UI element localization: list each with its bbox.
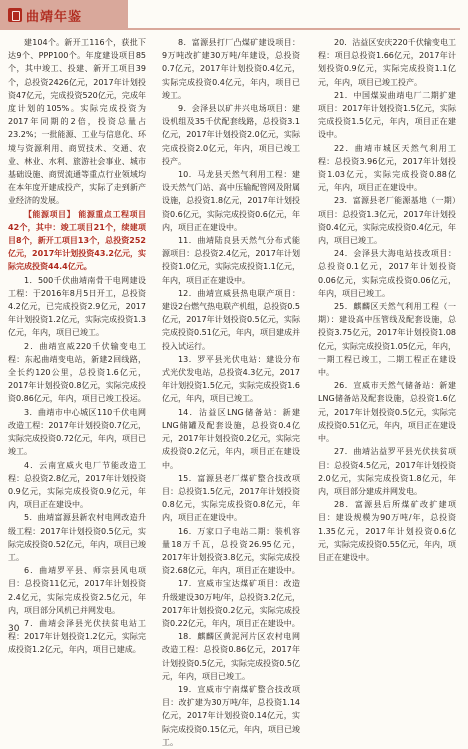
text-column-middle — [162, 36, 300, 747]
paragraph: 21．中国煤炭曲靖电厂二期扩建项目：2017年计划投资1.5亿元，实际完成投资1.5亿元，年内，项目正在建设中。 — [318, 90, 456, 140]
paragraph: 18．麒麟区黄泥河片区农村电网改造工程：总投资0.86亿元，2017年计划投资0.5亿元，实际完成投资0.5亿元，年内，项目已竣工。 — [162, 632, 300, 681]
paragraph: 4．云南宣威火电厂节能改造工程：总投资2.8亿元，2017年计划投资0.9亿元，实际完成投资0.9亿元，年内，项目正在建设中。 — [8, 460, 146, 510]
paragraph: 23．富源县老厂能源基地（一期）项目：总投资1.3亿元，2017年计划投资0.4亿元，实际完成投资0.4亿元，年内，项目已竣工。 — [318, 196, 456, 246]
paragraph: 12．曲靖宣威县热电联产项目：建设2台燃气热电联产机组，总投资0.5亿元，2017年计划投资0.5亿元，实际完成投资0.51亿元，年内，项目建成并投入试运行。 — [162, 288, 300, 351]
paragraph: 25．麒麟区天然气利用工程（一期）：建设高中压管线及配套设施，总投资3.75亿元，2017年计划投资1.08亿元，实际完成投资1.05亿元，年内，一期工程已竣工，二期工程正在建设中。 — [318, 302, 456, 378]
yearbook-title: 曲靖年鉴 — [26, 9, 83, 25]
paragraph: 17．宣威市宝达煤矿项目：改造升级建设30万吨/年，总投资3.2亿元，2017年计划投资0.2亿元，实际完成投资0.22亿元，年内，项目正在建设中。 — [162, 579, 300, 628]
paragraph: 27．曲靖沾益罗平县光伏扶贫项目：总投资4.5亿元，2017年计划投资2.0亿元，实际完成投资1.8亿元，年内，项目部分建成并网发电。 — [318, 447, 456, 496]
paragraph: 8．富源县打厂凸煤矿建设项目：9万吨改扩建30万吨/年建设，总投资0.7亿元，2017年计划投资0.4亿元，实际完成投资0.4亿元，年内，项目已竣工。 — [162, 38, 300, 100]
paragraph: 7．曲靖会泽县光伏扶贫电站工程：2017年计划投资1.2亿元，实际完成投资1.2亿元，年内，项目已建成。 — [8, 618, 146, 655]
paragraph: 1．500千伏曲靖南骨干电网建设工程：于2016年8月5日开工，总投资4.2亿元，已完成投资2.9亿元，2017年计划投资1.2亿元，实际完成投资1.3亿元，年内，项目已竣工。 — [8, 275, 146, 338]
paragraph: 3．曲靖市中心城区110千伏电网改造工程：2017年计划投资0.7亿元，实际完成投资0.72亿元，年内，项目已竣工。 — [8, 407, 146, 457]
paragraph: 15．富源县老厂煤矿整合技改项目：总投资1.5亿元，2017年计划投资0.8亿元，实际完成投资0.8亿元，年内，项目正在建设中。 — [162, 473, 300, 523]
book-icon — [8, 8, 22, 22]
paragraph: 5．曲靖富源县新农村电网改造升级工程：2017年计划投资0.5亿元，实际完成投资0.52亿元，年内，项目已竣工。 — [8, 513, 146, 562]
paragraph: 16．万家口子电站二期：装机容量18万千瓦，总投资26.95亿元，2017年计划投资3.8亿元，实际完成投资2.68亿元，年内，项目正在建设中。 — [162, 526, 300, 576]
paragraph: 24．会泽县大海电站技改项目：总投资0.1亿元，2017年计划投资0.06亿元，实际完成投资0.06亿元，年内，项目已竣工。 — [318, 249, 456, 298]
paragraph: 14．沾益区LNG储备站：新建LNG储罐及配套设施，总投资0.4亿元，2017年计划投资0.2亿元，实际完成投资0.2亿元，年内，项目正在建设中。 — [162, 407, 300, 470]
paragraph: 26．宣威市天然气储备站：新建LNG储备站及配套设施，总投资1.6亿元，2017年计划投资0.5亿元，实际完成投资0.51亿元，年内，项目正在建设中。 — [318, 381, 456, 444]
paragraph: 6．曲靖罗平县、师宗县风电项目：总投资11亿元，2017年计划投资2.4亿元，实际完成投资2.5亿元，年内，项目部分风机已并网发电。 — [8, 566, 146, 615]
page-number: 30 — [8, 624, 20, 634]
paragraph: 10．马龙县天然气利用工程：建设天然气门站、高中压输配管网及附属设施，总投资1.8亿元，2017年计划投资0.6亿元，实际完成投资0.6亿元，年内，项目正在建设中。 — [162, 170, 300, 232]
paragraph: 20．沾益区安庆220千伏输变电工程：项目总投资1.66亿元，2017年计划投资0.9亿元，实际完成投资1.1亿元，年内，项目已竣工投产。 — [318, 38, 456, 87]
paragraph: 13．罗平县光伏电站：建设分布式光伏发电站，总投资4.3亿元，2017年计划投资1.5亿元，实际完成投资1.6亿元，年内，项目已竣工。 — [162, 354, 300, 404]
section-heading-energy: 【能源项目】 能源重点工程项目42个，其中：竣工项目21个，续建项目8个，新开工项目13个，总投资252亿元，2017年计划投资43.2亿元，实际完成投资44.4亿元。 — [8, 209, 147, 272]
paragraph: 9．会泽县以矿井兴电场项目：建设机组及35千伏配套线路，总投资3.1亿元，2017年计划投资2.0亿元，实际完成投资2.0亿元，年内，项目已竣工投产。 — [162, 104, 300, 166]
paragraph: 2．曲靖宣威220千伏输变电工程：东起曲靖变电站，新建2回线路，全长约120公里，总投资1.6亿元，2017年计划投资0.8亿元，实际完成投资0.86亿元，年内，项目已竣工投运。 — [8, 341, 146, 404]
header-divider — [128, 28, 460, 30]
text-column-right — [318, 36, 456, 608]
paragraph: 22．曲靖市城区天然气利用工程：总投资3.96亿元，2017年计划投资1.03亿元，实际完成投资0.88亿元，年内，项目正在建设中。 — [318, 143, 456, 193]
yearbook-logo — [0, 0, 128, 30]
paragraph: 19．宣威市宁南煤矿整合技改项目：改扩建为30万吨/年，总投资1.14亿元，2017年计划投资0.14亿元，实际完成投资0.15亿元，年内，项目已竣工。 — [162, 684, 300, 747]
page-header — [0, 0, 468, 32]
paragraph: 11．曲靖陆良县天然气分布式能源项目：总投资2.4亿元，2017年计划投资1.0亿元，实际完成投资1.1亿元，年内，项目正在建设中。 — [162, 236, 300, 285]
paragraph: 建104个。新开工116个，获批下达9个、PPP100个。年度建设项目85个，其中竣工、投建、新开工项目39个，总投资2426亿元，2017年计划投资47亿元，完成投资520亿元，完成年度计划的105%。实际完成投资为2017年同期的2倍，投资总量占23.2%；一批能源、工业与信息化、环境与资源利用、商贸技术、交通、农业、林业、水利、旅游社会事业、城市基础设施、商贸流通等重点行业领域均在本年度开建成投产，实际了走到新产业经济的发展。 — [8, 38, 146, 206]
paragraph: 28．富源县后所煤矿改扩建项目：建设规模为90万吨/年，总投资1.35亿元，2017年计划投资0.6亿元，实际完成投资0.55亿元，年内，项目正在建设中。 — [318, 500, 456, 562]
